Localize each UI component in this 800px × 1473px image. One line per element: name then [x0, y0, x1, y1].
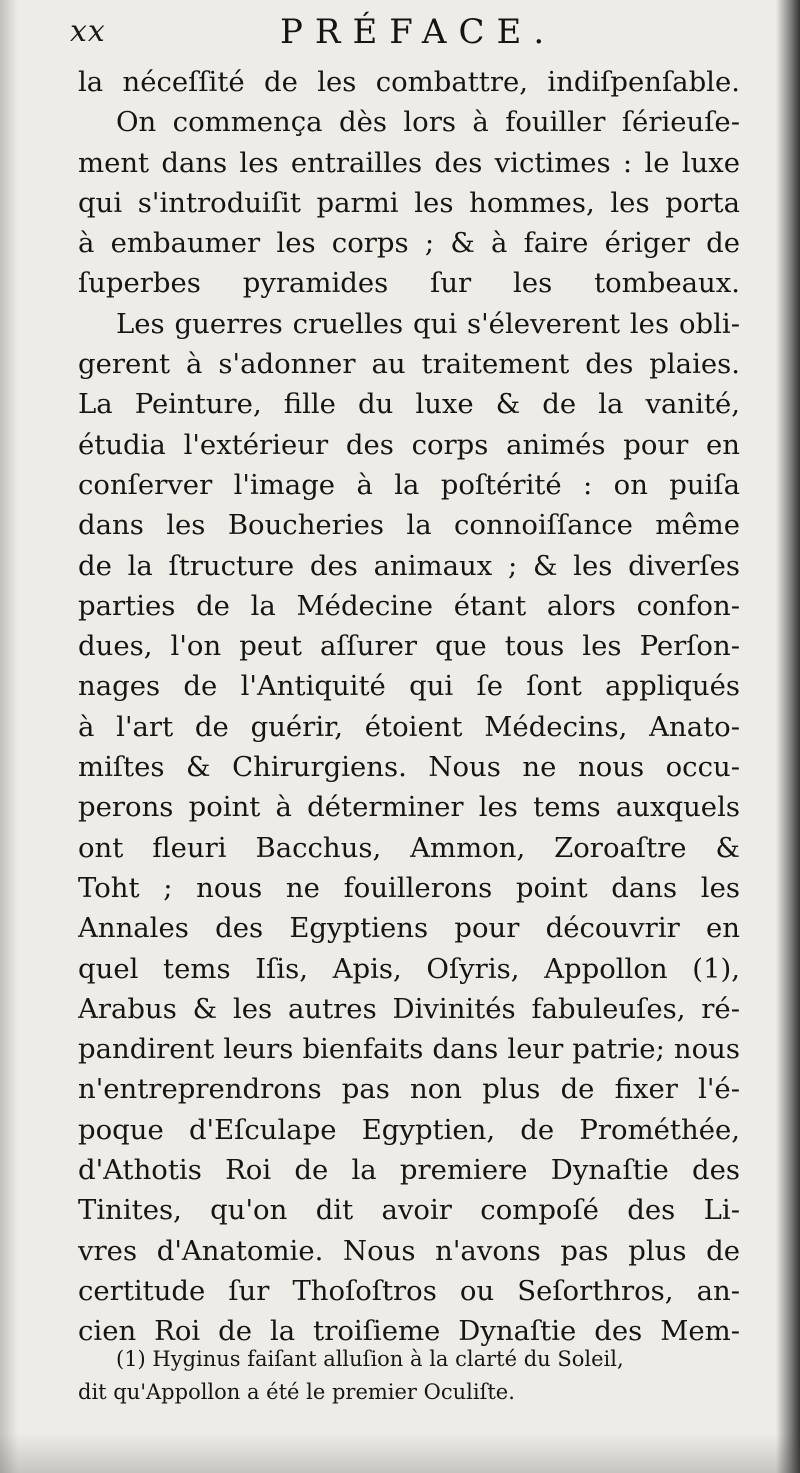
- text-line: la néceſſité de les combattre, indiſpenſable.: [78, 66, 740, 98]
- text-line: Les guerres cruelles qui s'éleverent les obli-: [116, 307, 740, 340]
- page-header: [70, 8, 760, 58]
- text-line: Annales des Egyptiens pour découvrir en: [78, 912, 740, 945]
- text-line: dues, l'on peut aſſurer que tous les Perſon-: [78, 630, 740, 663]
- text-line: La Peinture, fille du luxe & de la vanité,: [78, 388, 740, 421]
- footnote-line: dit qu'Appollon a été le premier Oculiſte.: [78, 1380, 515, 1404]
- text-line: n'entreprendrons pas non plus de fixer l'é-: [78, 1073, 740, 1106]
- text-line: de la ſtructure des animaux ; & les diverſes: [78, 549, 740, 582]
- text-line: Toht ; nous ne fouillerons point dans les: [78, 871, 740, 904]
- text-line: On commença dès lors à fouiller ſérieuſe-: [116, 106, 740, 139]
- text-line: poque d'Eſculape Egyptien, de Prométhée,: [78, 1113, 740, 1146]
- page-edge-right: [776, 0, 800, 1473]
- running-head: PRÉFACE.: [280, 12, 557, 52]
- body-text: [78, 62, 740, 1352]
- text-line: quel tems Iſis, Apis, Oſyris, Appollon (1),: [78, 952, 740, 985]
- text-line: certitude ſur Thoſoſtros ou Seſorthros, an-: [78, 1274, 740, 1307]
- text-line: miſtes & Chirurgiens. Nous ne nous occu-: [78, 751, 740, 784]
- text-line: ont fleuri Bacchus, Ammon, Zoroaſtre &: [78, 831, 740, 864]
- text-line: à embaumer les corps ; & à faire ériger de: [78, 227, 740, 260]
- text-line: conſerver l'image à la poſtérité : on puiſa: [78, 468, 740, 501]
- text-line: d'Athotis Roi de la premiere Dynaſtie des: [78, 1154, 740, 1187]
- text-line: nages de l'Antiquité qui ſe ſont appliqués: [78, 670, 740, 703]
- text-line: gerent à s'adonner au traitement des plaies.: [78, 348, 740, 381]
- text-line: perons point à déterminer les tems auxquels: [78, 791, 740, 824]
- footnote-line: (1) Hyginus faiſant alluſion à la clarté du Soleil,: [116, 1347, 624, 1371]
- text-line: Tinites, qu'on dit avoir compoſé des Li-: [78, 1194, 740, 1227]
- text-line: Arabus & les autres Divinités fabuleuſes, ré-: [78, 992, 740, 1025]
- page-edge-bottom: [0, 1433, 800, 1473]
- text-line: ment dans les entrailles des victimes : le luxe: [78, 146, 740, 179]
- text-line: cien Roi de la troiſieme Dynaſtie des Mem-: [78, 1315, 740, 1348]
- text-line: étudia l'extérieur des corps animés pour en: [78, 428, 740, 461]
- text-line: à l'art de guérir, étoient Médecins, Anato-: [78, 710, 740, 743]
- page-edge-left: [0, 0, 18, 1473]
- footnotes: [78, 1343, 758, 1409]
- text-line: parties de la Médecine étant alors confon-: [78, 589, 740, 622]
- text-line: vres d'Anatomie. Nous n'avons pas plus de: [78, 1234, 740, 1267]
- text-line: ſuperbes pyramides ſur les tombeaux.: [78, 267, 740, 300]
- text-line: qui s'introduiſit parmi les hommes, les porta: [78, 186, 740, 219]
- text-line: dans les Boucheries la connoiſſance même: [78, 509, 740, 542]
- page-number: xx: [70, 14, 106, 49]
- text-line: pandirent leurs bienfaits dans leur patrie; nous: [78, 1033, 740, 1066]
